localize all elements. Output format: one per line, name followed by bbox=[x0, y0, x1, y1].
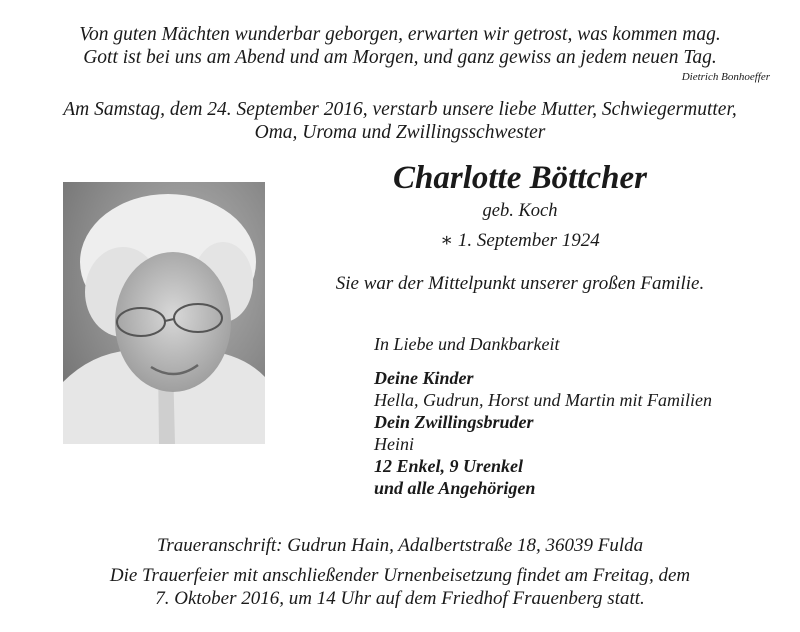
grandchildren: 12 Enkel, 9 Urenkel bbox=[374, 456, 524, 476]
birth-name: geb. Koch bbox=[482, 201, 558, 221]
mourning-address: Traueranschrift: Gudrun Hain, Adalbertstraße 18, 36039 Fulda bbox=[156, 535, 644, 556]
children-names: Hella, Gudrun, Horst und Martin mit Familien bbox=[374, 390, 712, 410]
announcement-line-1: Am Samstag, dem 24. September 2016, verstarb unsere liebe Mutter, Schwiegermutter, bbox=[63, 99, 737, 120]
relatives: und alle Angehörigen bbox=[374, 478, 536, 498]
portrait-photo bbox=[63, 182, 265, 444]
deceased-name: Charlotte Böttcher bbox=[393, 160, 647, 196]
announcement-line-2: Oma, Uroma und Zwillingsschwester bbox=[254, 122, 546, 143]
birth-date: ∗ 1. September 1924 bbox=[440, 230, 600, 251]
twin-heading: Dein Zwillingsbruder bbox=[374, 412, 534, 432]
funeral-line-1: Die Trauerfeier mit anschließender Urnenbeisetzung findet am Freitag, dem bbox=[109, 565, 691, 586]
poem-line-2: Gott ist bei uns am Abend und am Morgen, und ganz gewiss an jedem neuen Tag. bbox=[83, 47, 717, 68]
funeral-line-2: 7. Oktober 2016, um 14 Uhr auf dem Friedhof Frauenberg statt. bbox=[155, 588, 645, 609]
twin-name: Heini bbox=[374, 434, 414, 454]
signers-block bbox=[374, 333, 712, 499]
poem-author: Dietrich Bonhoeffer bbox=[681, 71, 770, 83]
signers-intro: In Liebe und Dankbarkeit bbox=[374, 334, 560, 354]
tagline: Sie war der Mittelpunkt unserer großen Familie. bbox=[335, 273, 705, 294]
poem-line-1: Von guten Mächten wunderbar geborgen, erwarten wir getrost, was kommen mag. bbox=[79, 24, 721, 45]
portrait-image bbox=[63, 182, 265, 444]
children-heading: Deine Kinder bbox=[374, 368, 474, 388]
